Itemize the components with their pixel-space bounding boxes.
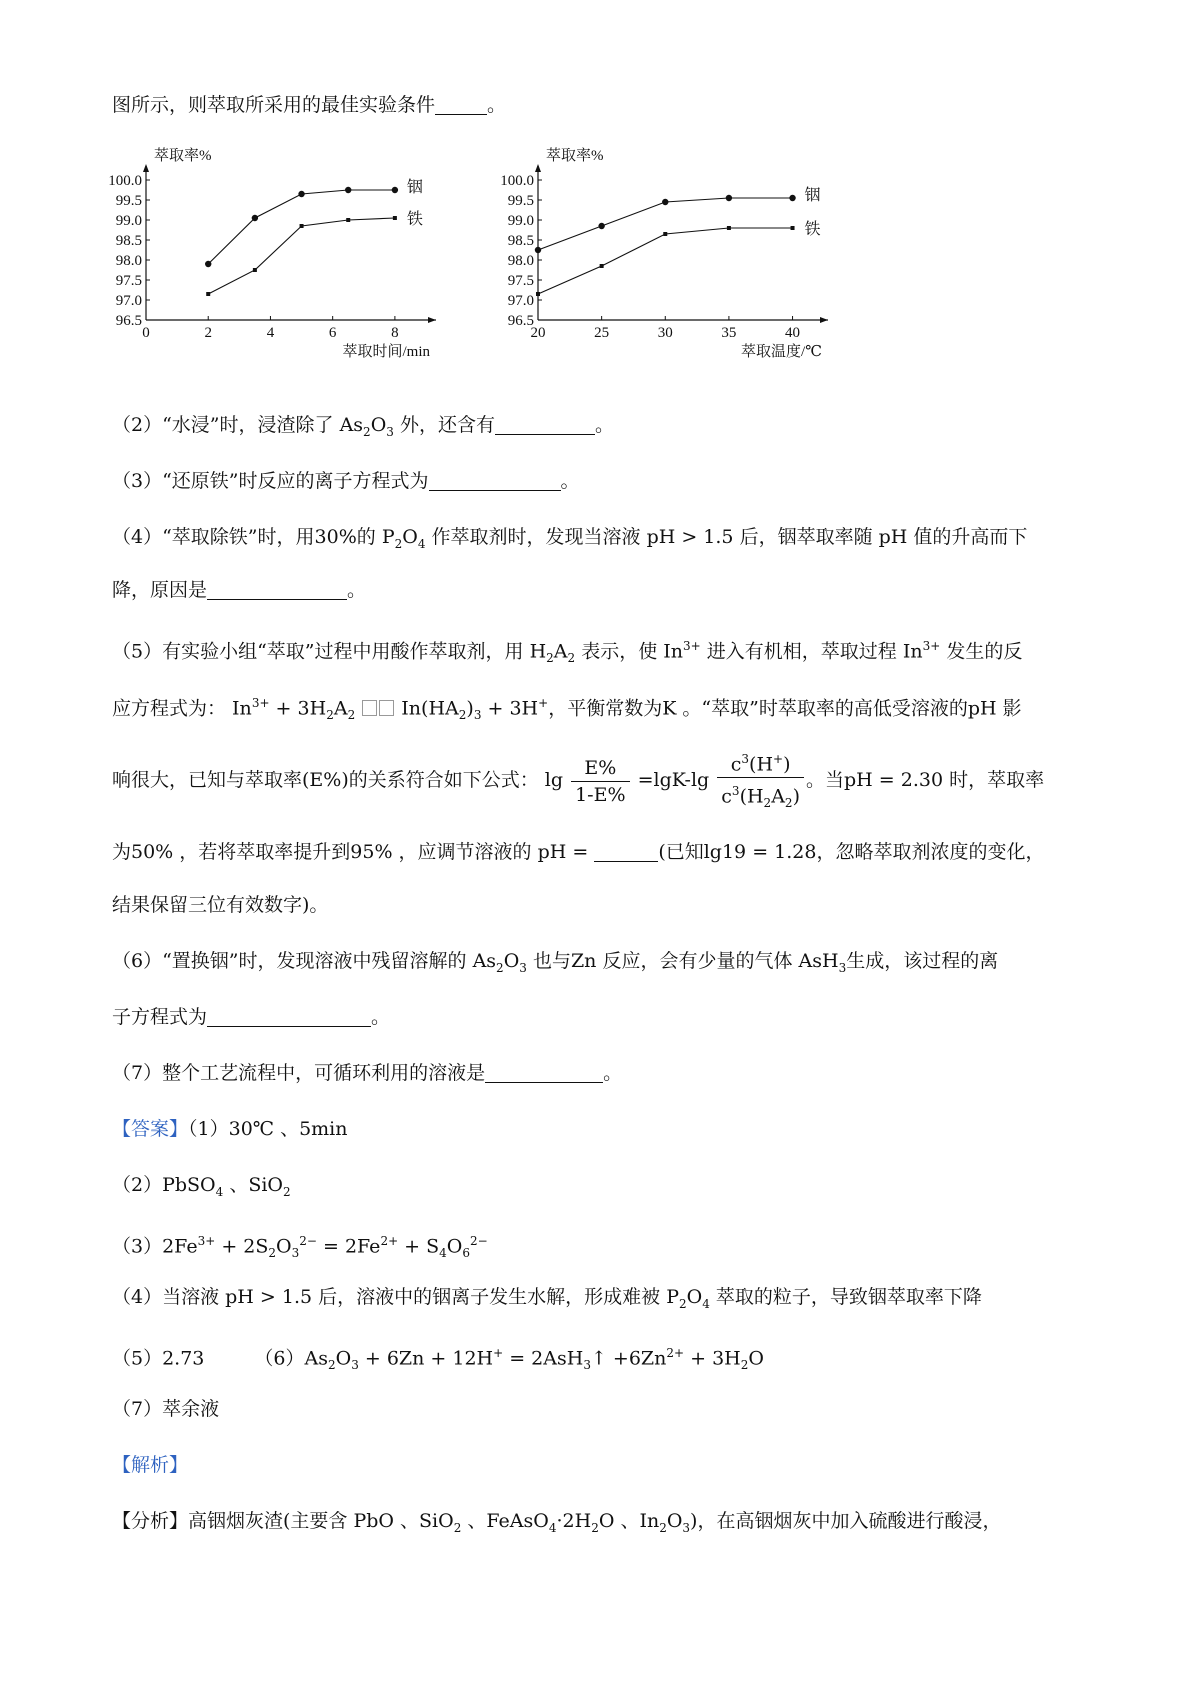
answer-1: 【答案】（1）30℃ 、5min: [112, 1118, 348, 1140]
data-point: [252, 215, 258, 221]
answer-blank: [495, 414, 595, 435]
answer-2: （2）PbSO$_4$ 、SiO$_2$: [112, 1174, 291, 1199]
x-tick-label: 40: [785, 325, 801, 341]
y-tick-label: 99.0: [507, 213, 534, 229]
question-5-formula: 响很大，已知与萃取率(E%)的关系符合如下公式： lg $\frac{E\%}{1-E\%}$ =lgK-lg $\frac{c^3(H^+)}{c^3(H_2A_2)}$ 。当pH = 2.30 时，萃取率: [112, 748, 1100, 808]
analysis-tag: 【解析】: [112, 1454, 189, 1476]
x-axis-label: 萃取温度/℃: [741, 344, 822, 360]
answer-blank: [207, 1006, 371, 1027]
y-axis-arrow: [535, 164, 541, 172]
data-point: [535, 247, 541, 253]
y-tick-label: 100.0: [108, 173, 142, 189]
y-tick-label: 97.5: [115, 273, 142, 289]
x-tick-label: 6: [328, 325, 337, 341]
line-charts: [100, 138, 920, 398]
x-tick-label: 25: [594, 325, 610, 341]
y-tick-label: 98.0: [115, 253, 142, 269]
y-tick-label: 96.5: [115, 313, 142, 329]
data-point: [253, 268, 257, 272]
x-tick-label: 0: [142, 325, 150, 341]
y-tick-label: 99.5: [115, 193, 142, 209]
question-2: （2）“水浸”时，浸渣除了 $As_2O_3$ 外，还含有 。: [112, 414, 614, 439]
series-label: 铁: [406, 211, 423, 228]
data-point: [346, 218, 350, 222]
data-point: [300, 224, 304, 228]
equilibrium-icon: [379, 700, 394, 716]
x-tick-label: 35: [721, 325, 737, 341]
y-tick-label: 98.5: [115, 233, 142, 249]
answer-4: （4）当溶液 pH > 1.5 后，溶液中的铟离子发生水解，形成难被 $P_2O_4$ 萃取的粒子，导致铟萃取率下降: [112, 1286, 982, 1311]
answer-blank: [207, 579, 347, 600]
question-4-cont: 降，原因是 。: [112, 579, 367, 601]
y-tick-label: 100.0: [500, 173, 534, 189]
y-tick-label: 97.5: [507, 273, 534, 289]
data-point: [600, 264, 604, 268]
x-axis-arrow: [820, 317, 828, 323]
answer-5-6: （5）2.73 $(6)As_2O_3 + 6Zn + 12H^+$ = 2AsH$_3$↑ $+6Zn^{2+} + 3H_2O$: [112, 1346, 764, 1373]
answer-blank: [435, 94, 487, 115]
x-tick-label: 30: [657, 325, 673, 341]
answer-blank: [594, 841, 658, 862]
y-tick-label: 96.5: [507, 313, 534, 329]
answer-blank: [485, 1062, 603, 1083]
question-5: （5）有实验小组“萃取”过程中用酸作萃取剂，用 $H_2A_2$ 表示，使 $In^{3+}$ 进入有机相，萃取过程 $In^{3+}$ 发生的反: [112, 639, 1023, 666]
question-5-note: 结果保留三位有效数字)。: [112, 894, 329, 916]
equilibrium-icon: [362, 700, 377, 716]
charts-area: [100, 138, 920, 398]
data-point: [727, 226, 731, 230]
x-tick-label: 4: [266, 325, 275, 341]
x-tick-label: 20: [530, 325, 546, 341]
x-tick-label: 2: [204, 325, 212, 341]
y-tick-label: 97.0: [507, 293, 534, 309]
data-point: [392, 187, 398, 193]
question-3: （3）“还原铁”时反应的离子方程式为 。: [112, 470, 580, 492]
data-point: [663, 232, 667, 236]
data-point: [298, 191, 304, 197]
y-tick-label: 97.0: [115, 293, 142, 309]
question-5-equation: 应方程式为： $In^{3+} + 3H_2A_2$ $In(HA_2)_3 + 3H^+$，平衡常数为K 。“萃取”时萃取率的高低受溶液的pH 影: [112, 696, 1022, 723]
series-label: 铟: [406, 179, 423, 196]
question-5-cont: 为50% ，若将萃取率提升到95% ，应调节溶液的 pH = (已知lg19 = 1.28，忽略萃取剂浓度的变化，: [112, 841, 1045, 863]
y-axis-arrow: [143, 164, 149, 172]
question-6: （6）“置换铟”时，发现溶液中残留溶解的 $As_2O_3$ 也与Zn 反应，会有少量的气体 AsH$_3$生成，该过程的离: [112, 950, 999, 975]
data-point: [345, 187, 351, 193]
question-4: （4）“萃取除铁”时，用30%的 $P_2O_4$ 作萃取剂时，发现当溶液 pH > 1.5 后，铟萃取率随 pH 值的升高而下: [112, 526, 1028, 551]
question-7: （7）整个工艺流程中，可循环利用的溶液是 。: [112, 1062, 623, 1084]
answer-7: （7）萃余液: [112, 1398, 220, 1420]
question-6-cont: 子方程式为 。: [112, 1006, 391, 1028]
fraction-c: $\frac{c^3(H^+)}{c^3(H_2A_2)}$: [717, 748, 804, 814]
data-point: [393, 216, 397, 220]
series-label: 铁: [804, 221, 821, 238]
x-axis-label: 萃取时间/min: [342, 344, 430, 360]
answer-blank: [429, 470, 561, 491]
data-point: [791, 226, 795, 230]
y-tick-label: 98.0: [507, 253, 534, 269]
x-axis-arrow: [428, 317, 436, 323]
data-point: [536, 292, 540, 296]
data-point: [205, 261, 211, 267]
data-point: [726, 195, 732, 201]
y-axis-label: 萃取率%: [154, 148, 212, 164]
data-point: [789, 195, 795, 201]
answer-3: $(3)2Fe^{3+} + 2S_2O_3^{2-} = 2Fe^{2+} + S_4O_6^{2-}$: [112, 1234, 488, 1261]
fraction-e: $\frac{E\%}{1-E\%}$: [571, 757, 629, 806]
intro-line: 图所示，则萃取所采用的最佳实验条件 。: [112, 94, 507, 116]
data-point: [662, 199, 668, 205]
y-tick-label: 99.0: [115, 213, 142, 229]
series-line-iron: [538, 228, 793, 294]
analysis-text: 【分析】高铟烟灰渣(主要含 PbO 、SiO$_2$ 、$FeAsO_4\cdot 2H_2O$ 、$In_2O_3$)，在高铟烟灰中加入硫酸进行酸浸，: [112, 1510, 1002, 1535]
data-point: [598, 223, 604, 229]
series-label: 铟: [804, 187, 821, 204]
y-axis-label: 萃取率%: [546, 148, 604, 164]
data-point: [206, 292, 210, 296]
series-line-indium: [538, 198, 793, 250]
y-tick-label: 99.5: [507, 193, 534, 209]
y-tick-label: 98.5: [507, 233, 534, 249]
x-tick-label: 8: [391, 325, 399, 341]
series-line-iron: [208, 218, 395, 294]
